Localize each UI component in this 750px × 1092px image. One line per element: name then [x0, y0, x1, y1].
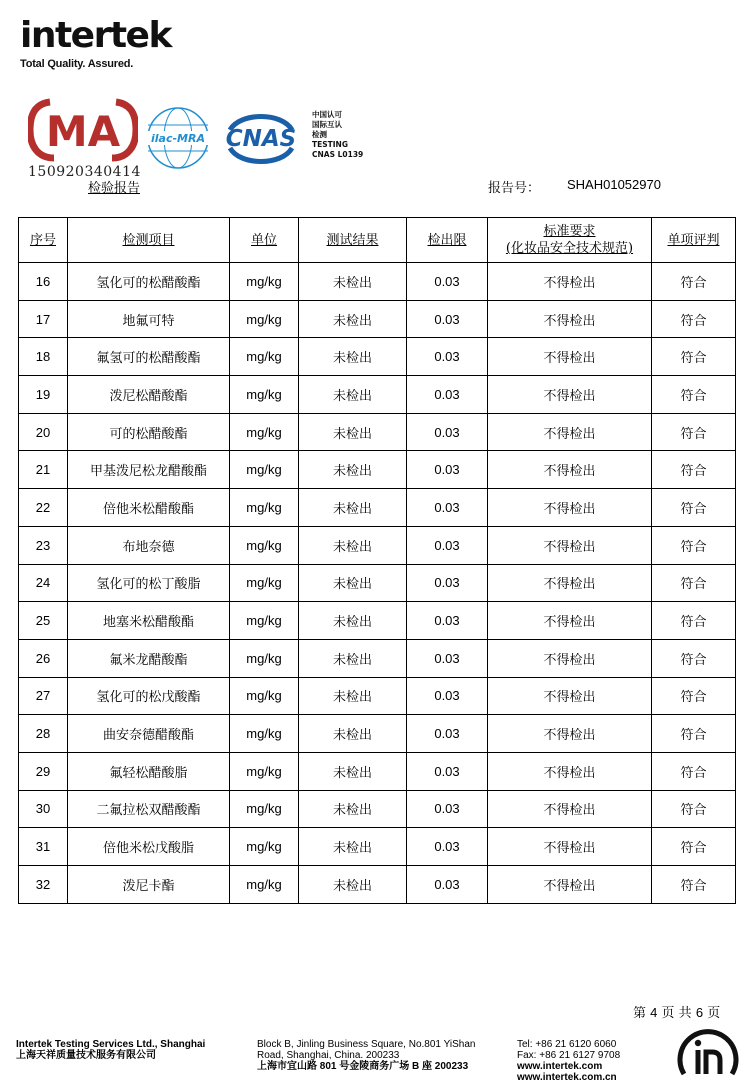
cell-requirement: 不得检出 [488, 489, 652, 527]
cell-requirement: 不得检出 [488, 866, 652, 904]
cell-item: 倍他米松戊酸脂 [68, 828, 230, 866]
cma-mark [28, 98, 140, 180]
cell-no: 28 [19, 715, 68, 753]
cell-requirement: 不得检出 [488, 526, 652, 564]
cell-result: 未检出 [299, 526, 407, 564]
cell-no: 31 [19, 828, 68, 866]
cell-requirement: 不得检出 [488, 376, 652, 414]
cell-requirement: 不得检出 [488, 338, 652, 376]
table-row [19, 489, 736, 527]
cell-requirement: 不得检出 [488, 413, 652, 451]
cell-detection-limit: 0.03 [407, 526, 488, 564]
brand-tagline: Total Quality. Assured. [20, 58, 134, 70]
footer-contact [517, 1039, 620, 1083]
cell-evaluation: 符合 [652, 677, 736, 715]
requirement-standard: (化妆品安全技术规范) [505, 241, 634, 256]
cell-unit: mg/kg [230, 489, 299, 527]
ma-letters: MA [45, 107, 121, 156]
table-row [19, 790, 736, 828]
cell-evaluation: 符合 [652, 639, 736, 677]
page-indicator [633, 1002, 720, 1021]
contact-fax: Fax: +86 21 6127 9708 [517, 1050, 621, 1061]
cnas-line: 中国认可 [312, 110, 342, 119]
cnas-mark [220, 110, 302, 172]
cell-no: 29 [19, 752, 68, 790]
cell-evaluation: 符合 [652, 263, 736, 301]
cell-unit: mg/kg [230, 790, 299, 828]
cell-detection-limit: 0.03 [407, 790, 488, 828]
cell-unit: mg/kg [230, 752, 299, 790]
cell-item: 氟氢可的松醋酸酯 [68, 338, 230, 376]
cell-result: 未检出 [299, 828, 407, 866]
cell-requirement: 不得检出 [488, 451, 652, 489]
column-header-unit: 单位 [230, 218, 299, 263]
cell-requirement: 不得检出 [488, 677, 652, 715]
cell-item: 布地奈德 [68, 526, 230, 564]
cell-no: 27 [19, 677, 68, 715]
cell-evaluation: 符合 [652, 413, 736, 451]
cell-evaluation: 符合 [652, 526, 736, 564]
cnas-caption [312, 110, 363, 160]
cell-item: 氟轻松醋酸脂 [68, 752, 230, 790]
cell-no: 19 [19, 376, 68, 414]
cnas-line: 检测 [312, 130, 327, 139]
report-number: SHAH01052970 [567, 177, 661, 192]
cell-no: 25 [19, 602, 68, 640]
cma-seal-icon [28, 98, 138, 162]
cell-no: 18 [19, 338, 68, 376]
column-header-no: 序号 [19, 218, 68, 263]
cell-detection-limit: 0.03 [407, 451, 488, 489]
cell-result: 未检出 [299, 451, 407, 489]
cell-unit: mg/kg [230, 715, 299, 753]
column-header-requirement [488, 218, 652, 263]
table-row [19, 715, 736, 753]
cell-unit: mg/kg [230, 564, 299, 602]
page-middle: 页 共 [661, 1006, 692, 1021]
cell-result: 未检出 [299, 639, 407, 677]
cell-detection-limit: 0.03 [407, 639, 488, 677]
ma-number: 150920340414 [28, 164, 141, 180]
table-row [19, 602, 736, 640]
cell-requirement: 不得检出 [488, 828, 652, 866]
cell-evaluation: 符合 [652, 828, 736, 866]
cell-detection-limit: 0.03 [407, 752, 488, 790]
table-row [19, 639, 736, 677]
cnas-globe-icon [220, 110, 302, 168]
column-header-item: 检测项目 [68, 218, 230, 263]
cell-detection-limit: 0.03 [407, 338, 488, 376]
cell-unit: mg/kg [230, 263, 299, 301]
cell-no: 20 [19, 413, 68, 451]
cell-item: 泼尼松醋酸酯 [68, 376, 230, 414]
cnas-line: 国际互认 [312, 120, 342, 129]
cell-result: 未检出 [299, 489, 407, 527]
cell-requirement: 不得检出 [488, 790, 652, 828]
cell-detection-limit: 0.03 [407, 376, 488, 414]
table-header-row [19, 218, 736, 263]
cell-evaluation: 符合 [652, 752, 736, 790]
brand-name: intertek [20, 15, 171, 56]
cell-requirement: 不得检出 [488, 639, 652, 677]
cell-no: 21 [19, 451, 68, 489]
cell-evaluation: 符合 [652, 602, 736, 640]
cell-no: 32 [19, 866, 68, 904]
company-name-cn: 上海天祥质量技术服务有限公司 [16, 1050, 156, 1061]
table-row [19, 376, 736, 414]
page-prefix: 第 [633, 1006, 647, 1021]
ilac-mra-mark [143, 105, 213, 175]
cell-requirement: 不得检出 [488, 715, 652, 753]
cell-item: 氢化可的松醋酸酯 [68, 263, 230, 301]
ilac-globe-icon [143, 105, 213, 171]
cell-detection-limit: 0.03 [407, 677, 488, 715]
report-number-label: 报告号： [488, 181, 541, 196]
cell-unit: mg/kg [230, 639, 299, 677]
footer-company [16, 1039, 205, 1061]
table-row [19, 413, 736, 451]
cell-unit: mg/kg [230, 338, 299, 376]
cell-evaluation: 符合 [652, 376, 736, 414]
cell-result: 未检出 [299, 866, 407, 904]
cell-requirement: 不得检出 [488, 564, 652, 602]
cnas-line: TESTING [312, 140, 348, 149]
table-row [19, 526, 736, 564]
requirement-title: 标准要求 [543, 224, 596, 239]
table-row [19, 263, 736, 301]
cell-result: 未检出 [299, 564, 407, 602]
cell-unit: mg/kg [230, 413, 299, 451]
cell-detection-limit: 0.03 [407, 828, 488, 866]
cell-evaluation: 符合 [652, 715, 736, 753]
cell-no: 23 [19, 526, 68, 564]
cell-detection-limit: 0.03 [407, 715, 488, 753]
cell-unit: mg/kg [230, 828, 299, 866]
cell-item: 氟米龙醋酸酯 [68, 639, 230, 677]
cell-requirement: 不得检出 [488, 263, 652, 301]
address-line-2: Road, Shanghai, China. 200233 [257, 1050, 400, 1061]
cell-item: 倍他米松醋酸酯 [68, 489, 230, 527]
cell-item: 甲基泼尼松龙醋酸酯 [68, 451, 230, 489]
ilac-label: ilac-MRA [151, 132, 205, 145]
cell-evaluation: 符合 [652, 300, 736, 338]
cell-item: 可的松醋酸酯 [68, 413, 230, 451]
cell-item: 氢化可的松丁酸脂 [68, 564, 230, 602]
footer-address [257, 1039, 475, 1072]
table-row [19, 451, 736, 489]
cell-unit: mg/kg [230, 376, 299, 414]
cell-detection-limit: 0.03 [407, 413, 488, 451]
cell-unit: mg/kg [230, 866, 299, 904]
address-line-1: Block B, Jinling Business Square, No.801 YiShan [257, 1039, 476, 1050]
cell-result: 未检出 [299, 263, 407, 301]
page-total: 6 [695, 1005, 704, 1020]
cell-evaluation: 符合 [652, 489, 736, 527]
cell-no: 16 [19, 263, 68, 301]
table-row [19, 300, 736, 338]
cell-item: 地氟可特 [68, 300, 230, 338]
cell-no: 22 [19, 489, 68, 527]
cell-item: 二氟拉松双醋酸酯 [68, 790, 230, 828]
website-link-cn[interactable]: www.intertek.com.cn [517, 1072, 617, 1083]
cell-item: 曲安奈德醋酸酯 [68, 715, 230, 753]
cell-result: 未检出 [299, 338, 407, 376]
table-row [19, 338, 736, 376]
cell-detection-limit: 0.03 [407, 602, 488, 640]
column-header-result: 测试结果 [299, 218, 407, 263]
intertek-in-icon [674, 1022, 742, 1088]
contact-tel: Tel: +86 21 6120 6060 [517, 1039, 617, 1050]
cell-no: 26 [19, 639, 68, 677]
cell-requirement: 不得检出 [488, 300, 652, 338]
results-table [18, 217, 736, 904]
page-suffix: 页 [707, 1006, 721, 1021]
website-link[interactable]: www.intertek.com [517, 1061, 603, 1072]
address-cn: 上海市宜山路 801 号金陵商务广场 B 座 200233 [257, 1061, 469, 1072]
cell-result: 未检出 [299, 715, 407, 753]
cell-result: 未检出 [299, 376, 407, 414]
cell-item: 氢化可的松戊酸酯 [68, 677, 230, 715]
cell-evaluation: 符合 [652, 866, 736, 904]
page-current: 4 [650, 1005, 658, 1020]
cnas-line: CNAS L0139 [312, 150, 364, 159]
cell-detection-limit: 0.03 [407, 866, 488, 904]
cell-result: 未检出 [299, 413, 407, 451]
cell-result: 未检出 [299, 752, 407, 790]
cell-no: 30 [19, 790, 68, 828]
cell-evaluation: 符合 [652, 564, 736, 602]
column-header-evaluation: 单项评判 [652, 218, 736, 263]
cell-evaluation: 符合 [652, 451, 736, 489]
cell-result: 未检出 [299, 790, 407, 828]
table-row [19, 866, 736, 904]
cell-result: 未检出 [299, 300, 407, 338]
company-name-en: Intertek Testing Services Ltd., Shanghai [16, 1039, 206, 1050]
table-row [19, 677, 736, 715]
cell-requirement: 不得检出 [488, 752, 652, 790]
cell-unit: mg/kg [230, 677, 299, 715]
column-header-detection-limit: 检出限 [407, 218, 488, 263]
table-row [19, 752, 736, 790]
table-body [19, 263, 736, 904]
cell-evaluation: 符合 [652, 790, 736, 828]
cell-result: 未检出 [299, 677, 407, 715]
intertek-in-logo [674, 1022, 742, 1092]
cell-unit: mg/kg [230, 451, 299, 489]
cell-unit: mg/kg [230, 300, 299, 338]
cell-detection-limit: 0.03 [407, 300, 488, 338]
cell-detection-limit: 0.03 [407, 263, 488, 301]
cnas-label: CNAS [225, 126, 297, 152]
cell-result: 未检出 [299, 602, 407, 640]
table-row [19, 564, 736, 602]
cell-unit: mg/kg [230, 602, 299, 640]
cell-item: 地塞米松醋酸酯 [68, 602, 230, 640]
cell-no: 24 [19, 564, 68, 602]
cell-detection-limit: 0.03 [407, 489, 488, 527]
cell-no: 17 [19, 300, 68, 338]
cell-evaluation: 符合 [652, 338, 736, 376]
table-row [19, 828, 736, 866]
document-title: 检验报告 [88, 181, 141, 196]
cell-requirement: 不得检出 [488, 602, 652, 640]
cell-item: 泼尼卡酯 [68, 866, 230, 904]
intertek-logo [20, 15, 171, 70]
cell-detection-limit: 0.03 [407, 564, 488, 602]
cell-unit: mg/kg [230, 526, 299, 564]
